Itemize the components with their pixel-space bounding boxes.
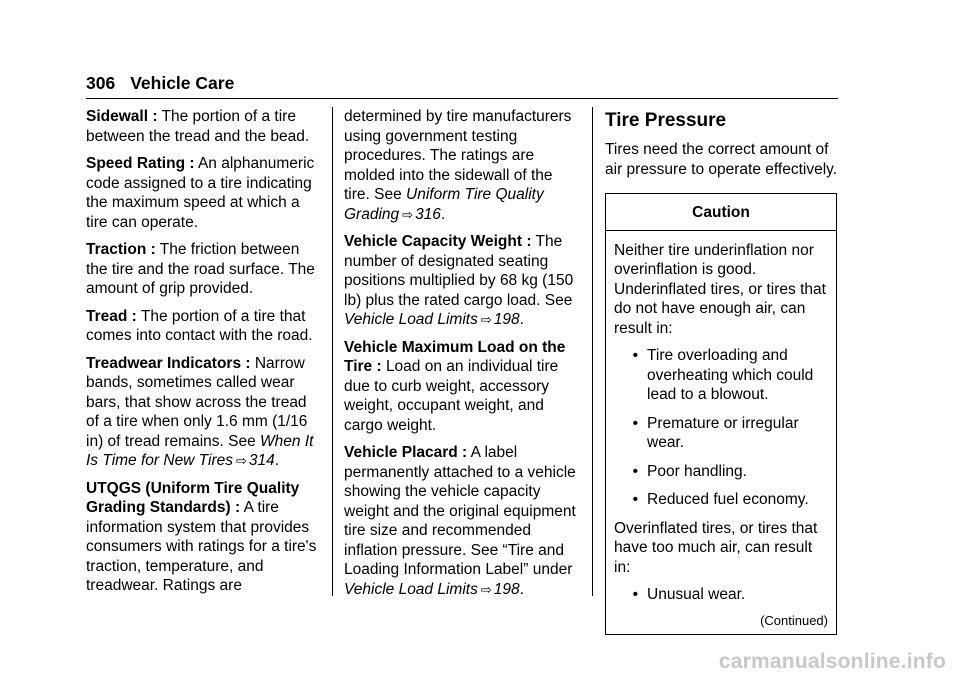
caution-box <box>605 193 837 635</box>
definition-text: The portion of a tire that comes into contact with the road. <box>86 307 313 344</box>
definition-utqgs <box>86 479 318 596</box>
page-header <box>86 72 234 94</box>
cross-reference-link[interactable]: When It Is Time for New Tires <box>86 432 314 469</box>
definition-text: Narrow bands, sometimes called wear bars, that show across the tread of a tire when only 1.6 mm (1/16 in) of tread remains. See <box>86 354 308 450</box>
definition-text: The friction between the tire and the road surface. The amount of grip provided. <box>86 241 315 297</box>
page-reference[interactable]: 198 <box>493 580 520 598</box>
term-label: Vehicle Capacity Weight : <box>344 233 532 250</box>
header-divider <box>86 98 838 99</box>
section-heading: Tire Pressure <box>605 110 727 131</box>
definition-treadwear-indicators <box>86 354 318 471</box>
list-item-text: Premature or irregular wear. <box>647 414 799 451</box>
caution-paragraph: Neither tire underinflation nor overinflation is good. Underinflated tires, or tires that do not have enough air, can result in: <box>614 241 826 337</box>
bullet-icon: • <box>632 586 638 603</box>
definition-vehicle-capacity-weight <box>344 232 580 330</box>
list-item <box>614 414 828 453</box>
definition-vehicle-placard <box>344 443 580 599</box>
page-number: 306 <box>86 73 116 93</box>
list-item <box>614 346 828 405</box>
definition-utqgs-continued <box>344 107 580 224</box>
term-label: Treadwear Indicators : <box>86 354 251 372</box>
bullet-icon: • <box>632 491 638 508</box>
definition-traction <box>86 240 318 299</box>
list-item-text: Unusual wear. <box>647 586 746 603</box>
list-item-text: Reduced fuel economy. <box>647 491 809 508</box>
column-right <box>605 107 841 635</box>
definition-text: determined by tire manufacturers using government testing procedures. The ratings are molded into the sidewall of the tire. See <box>344 108 572 203</box>
column-left <box>86 107 318 604</box>
watermark: carmanualsonline.info <box>718 650 946 673</box>
list-item <box>614 490 828 510</box>
caution-body <box>606 231 836 634</box>
cross-reference-link[interactable]: Uniform Tire Quality Grading <box>344 186 544 223</box>
page-reference[interactable]: 316 <box>415 205 441 223</box>
definition-sidewall <box>86 107 318 146</box>
term-label: Traction : <box>86 241 156 258</box>
punctuation: . <box>519 311 524 328</box>
punctuation: . <box>519 580 524 598</box>
cross-reference-link[interactable]: Vehicle Load Limits <box>344 311 478 328</box>
term-label: Vehicle Maximum Load on the Tire : <box>344 338 566 375</box>
page-arrow-icon: ⇨ <box>480 312 492 327</box>
page-arrow-icon: ⇨ <box>480 581 492 597</box>
definition-text: A tire information system that provides consumers with ratings for a tire's traction, temperature, and treadwear. Ratings are <box>86 499 317 594</box>
column-middle <box>344 107 580 607</box>
column-divider-right <box>592 107 593 596</box>
definition-text: Load on an individual tire due to curb weight, accessory weight, occupant weight, and cargo weight. <box>344 358 559 434</box>
term-label: Sidewall : <box>86 108 158 125</box>
punctuation: . <box>274 452 280 469</box>
caution-paragraph: Overinflated tires, or tires that have too much air, can result in: <box>614 519 818 576</box>
cross-reference-link[interactable]: Vehicle Load Limits <box>344 580 478 598</box>
definition-tread <box>86 307 318 346</box>
punctuation: . <box>440 205 446 223</box>
list-item-text: Poor handling. <box>647 462 747 480</box>
caution-list-overinflation <box>614 585 828 605</box>
caution-title: Caution <box>606 194 836 231</box>
definition-text: The portion of a tire between the tread and the bead. <box>86 108 310 145</box>
definition-text: The number of designated seating positions multiplied by 68 kg (150 lb) plus the rated cargo load. See <box>344 233 574 309</box>
section-title: Vehicle Care <box>130 73 235 93</box>
list-item <box>614 462 828 482</box>
list-item-text: Tire overloading and overheating which could lead to a blowout. <box>647 347 814 403</box>
page-arrow-icon: ⇨ <box>236 453 247 468</box>
bullet-icon: • <box>632 347 638 364</box>
intro-paragraph: Tires need the correct amount of air pressure to operate effectively. <box>605 141 838 178</box>
definition-speed-rating <box>86 154 318 232</box>
continued-label: (Continued) <box>760 612 828 628</box>
list-item <box>614 585 828 605</box>
term-label: UTQGS (Uniform Tire Quality Grading Standards) : <box>86 479 300 516</box>
definition-text: A label permanently attached to a vehicle showing the vehicle capacity weight and the original equipment tire size and recommended inflation pressure. See “Tire and Loading Information Label” under <box>344 444 576 578</box>
page-reference[interactable]: 314 <box>248 452 275 469</box>
bullet-icon: • <box>632 462 638 480</box>
term-label: Tread : <box>86 307 137 325</box>
page-reference[interactable]: 198 <box>493 311 520 328</box>
page-arrow-icon: ⇨ <box>402 206 414 222</box>
term-label: Vehicle Placard : <box>344 444 468 461</box>
term-label: Speed Rating : <box>86 155 195 172</box>
bullet-icon: • <box>632 414 638 432</box>
column-divider-left <box>332 107 333 596</box>
caution-list-underinflation <box>614 346 828 510</box>
definition-text: An alphanumeric code assigned to a tire indicating the maximum speed at which a tire can operate. <box>86 155 315 231</box>
definition-vehicle-maximum-load <box>344 338 580 436</box>
